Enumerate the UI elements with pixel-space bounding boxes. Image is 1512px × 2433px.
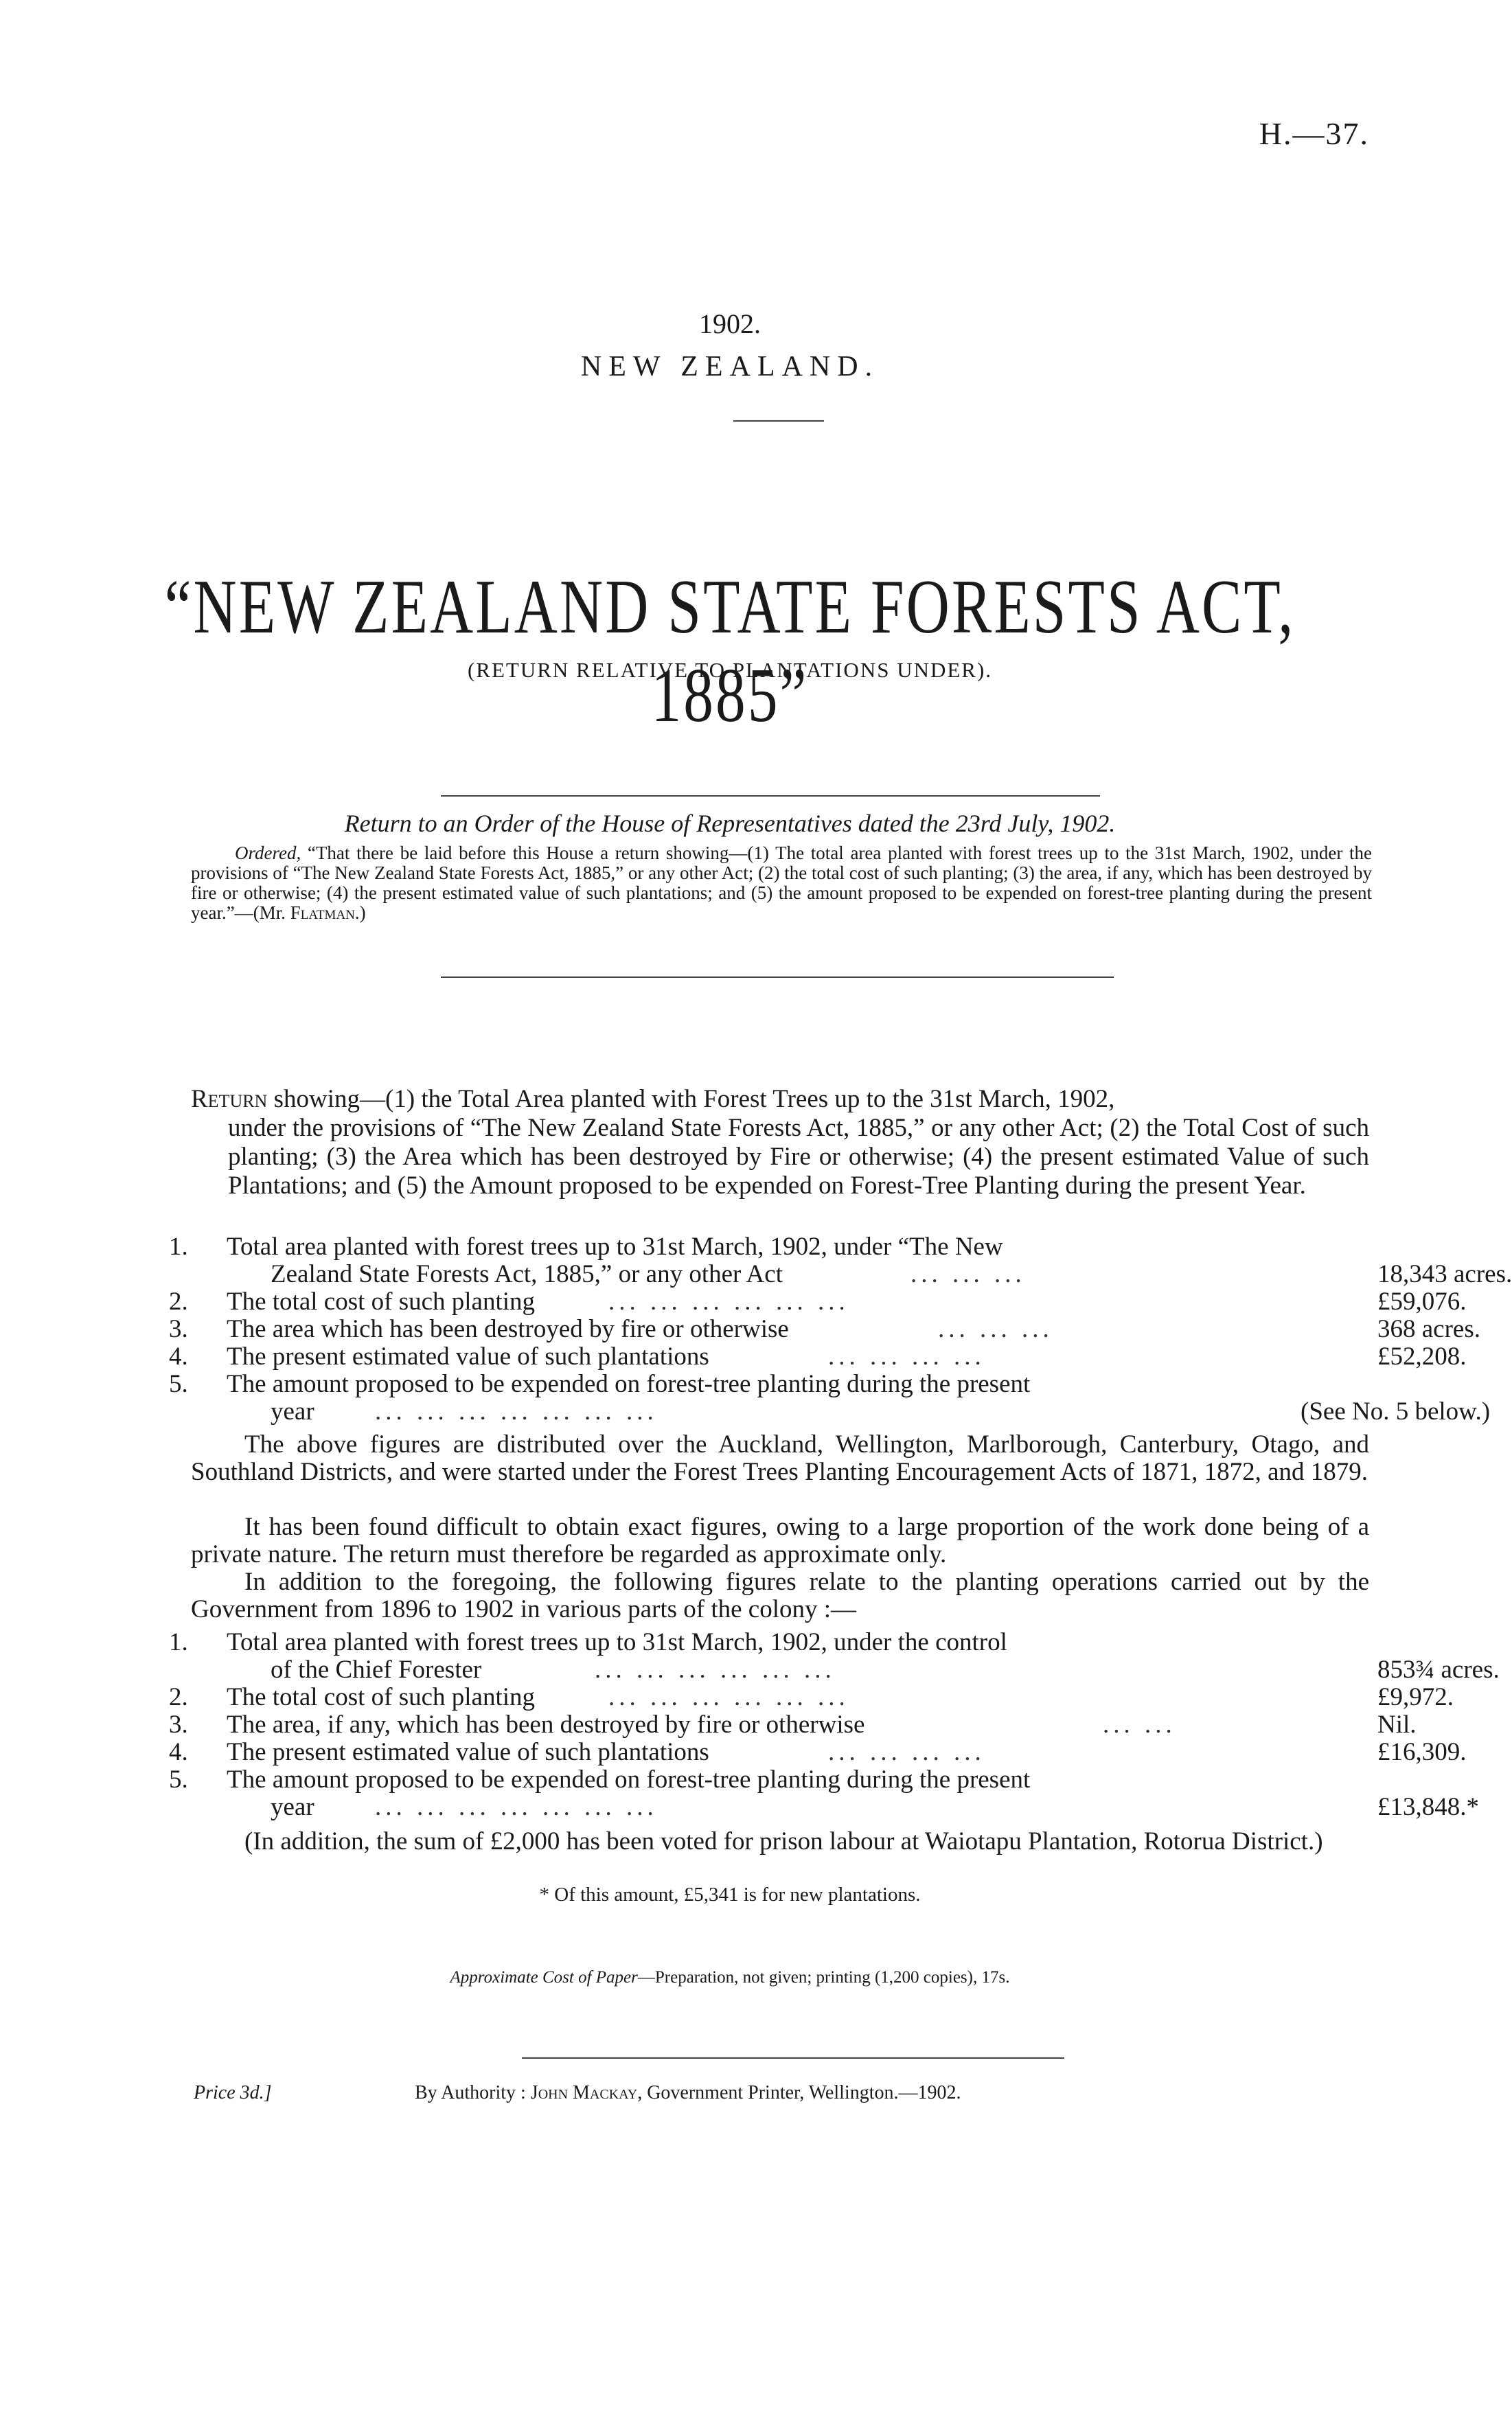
- divider: [733, 420, 824, 422]
- item-value: £16,309.: [1377, 1738, 1467, 1766]
- list-item-continued: [169, 1793, 1479, 1823]
- item-text: The total cost of such planting: [227, 1683, 536, 1711]
- page-reference: H.—37.: [1259, 116, 1369, 151]
- item-text: The area which has been destroyed by fire or otherwise: [227, 1315, 789, 1343]
- leader-dots: ... ... ... ... ... ...: [595, 1656, 836, 1684]
- item-value: £52,208.: [1377, 1343, 1467, 1371]
- list-item: [169, 1766, 1371, 1795]
- document-subtitle: (RETURN RELATIVE TO PLANTATIONS UNDER).: [467, 658, 993, 682]
- return-heading: [191, 1085, 1369, 1200]
- item-text: The area, if any, which has been destroyed by fire or otherwise: [227, 1711, 865, 1739]
- item-text: year: [271, 1397, 314, 1426]
- paragraph: [191, 1514, 1369, 1568]
- item-number: 1.: [169, 1233, 188, 1261]
- item-text: The amount proposed to be expended on forest-tree planting during the present: [227, 1370, 1031, 1398]
- list-item: [169, 1629, 1371, 1658]
- document-title: “NEW ZEALAND STATE FORESTS ACT, 1885”: [164, 564, 1296, 738]
- item-number: 2.: [169, 1683, 188, 1711]
- divider: [441, 976, 1114, 978]
- leader-dots: ... ... ... ...: [828, 1343, 985, 1371]
- item-text: year: [271, 1793, 314, 1821]
- paragraph-text: In addition to the foregoing, the following figures relate to the planting operations carried out by the Government from 1896 to 1902 in various parts of the colony :—: [191, 1568, 1369, 1623]
- order-member: Flatman: [290, 902, 355, 923]
- item-text: Total area planted with forest trees up to 31st March, 1902, under the control: [227, 1628, 1007, 1656]
- order-close: .): [354, 902, 366, 923]
- leader-dots: ... ... ... ...: [828, 1738, 985, 1766]
- paragraph-text: It has been found difficult to obtain exact figures, owing to a large proportion of the work done being of a private nature. The return must therefore be regarded as approximate only.: [191, 1513, 1369, 1568]
- printer-name: John Mackay: [530, 2082, 638, 2103]
- list-item-continued: [169, 1397, 1491, 1427]
- leader-dots: ... ... ... ... ... ... ...: [375, 1793, 658, 1821]
- item-number: 4.: [169, 1738, 188, 1766]
- imprint-prefix: By Authority :: [415, 2082, 531, 2103]
- leader-dots: ... ... ...: [910, 1260, 1026, 1288]
- paragraph-text: (In addition, the sum of £2,000 has been voted for prison labour at Waiotapu Plantation, Rotorua District.): [244, 1827, 1323, 1855]
- return-lead: Return: [191, 1085, 268, 1113]
- list-item: [169, 1343, 1467, 1372]
- divider: [522, 2057, 1064, 2059]
- list-item: [169, 1315, 1480, 1345]
- list-item: [169, 1371, 1371, 1400]
- leader-dots: ... ... ... ... ... ... ...: [375, 1397, 658, 1426]
- item-text: Zealand State Forests Act, 1885,” or any other Act: [271, 1260, 783, 1288]
- item-text: of the Chief Forester: [271, 1656, 482, 1684]
- order-text: [191, 843, 1372, 923]
- item-text: The total cost of such planting: [227, 1288, 536, 1316]
- order-lead: Ordered,: [235, 843, 301, 863]
- item-number: 2.: [169, 1288, 188, 1316]
- leader-dots: ... ... ... ... ... ...: [608, 1683, 849, 1711]
- item-value: (See No. 5 below.): [1301, 1397, 1491, 1426]
- list-item-continued: [169, 1260, 1512, 1290]
- leader-dots: ... ... ... ... ... ...: [608, 1288, 849, 1316]
- item-text: The present estimated value of such plantations: [227, 1738, 709, 1766]
- item-value: 368 acres.: [1377, 1315, 1480, 1343]
- list-item: [169, 1683, 1454, 1713]
- leader-dots: ... ... ...: [938, 1315, 1053, 1343]
- item-value: £13,848.*: [1377, 1793, 1479, 1821]
- item-number: 5.: [169, 1370, 188, 1398]
- item-number: 4.: [169, 1343, 188, 1371]
- country-heading: NEW ZEALAND.: [580, 351, 880, 382]
- paragraph: [191, 1431, 1369, 1486]
- paragraph: [191, 1828, 1369, 1855]
- document-year: 1902.: [699, 308, 761, 339]
- list-item: [169, 1711, 1417, 1740]
- item-number: 3.: [169, 1711, 188, 1739]
- list-item-continued: [169, 1656, 1500, 1685]
- footnote: * Of this amount, £5,341 is for new plantations.: [539, 1884, 921, 1906]
- printer-imprint: [415, 2082, 961, 2104]
- item-value: 853¾ acres.: [1377, 1656, 1500, 1684]
- item-value: 18,343 acres.: [1377, 1260, 1512, 1288]
- list-item: [169, 1288, 1467, 1317]
- order-body: “That there be laid before this House a return showing—(1) The total area planted with forest trees up to the 31st March, 1902, under the provisions of “The New Zealand State Forests Act, 1885,” or any other Act; (2) the total cost of such planting; (3) the area, if any, which has been destroyed by fire or otherwise; (4) the present estimated value of such plantations; and (5) the amount proposed to be expended on forest-tree planting during the present year.”—(Mr.: [191, 843, 1372, 923]
- paragraph-text: The above figures are distributed over the Auckland, Wellington, Marlborough, Canterbury, Otago, and Southland Districts, and were started under the Forest Trees Planting Encouragement Acts of 1871, 1872, and 1879.: [191, 1430, 1369, 1486]
- item-text: The present estimated value of such plantations: [227, 1343, 709, 1371]
- return-line1: showing—(1) the Total Area planted with Forest Trees up to the 31st March, 1902,: [267, 1085, 1115, 1113]
- item-text: Total area planted with forest trees up to 31st March, 1902, under “The New: [227, 1233, 1003, 1261]
- item-value: £59,076.: [1377, 1288, 1467, 1316]
- price: Price 3d.]: [194, 2082, 272, 2103]
- divider: [441, 795, 1100, 797]
- paper-cost-label: Approximate Cost of Paper: [450, 1968, 638, 1987]
- item-number: 5.: [169, 1766, 188, 1794]
- list-item: [169, 1738, 1467, 1768]
- paragraph: [191, 1568, 1369, 1623]
- item-number: 3.: [169, 1315, 188, 1343]
- list-item: [169, 1233, 1371, 1262]
- imprint-suffix: , Government Printer, Wellington.—1902.: [637, 2082, 961, 2103]
- order-heading: Return to an Order of the House of Representatives dated the 23rd July, 1902.: [344, 810, 1116, 837]
- item-value: £9,972.: [1377, 1683, 1454, 1711]
- paper-cost-note: [0, 1968, 1460, 1987]
- item-text: The amount proposed to be expended on forest-tree planting during the present: [227, 1766, 1031, 1794]
- item-number: 1.: [169, 1628, 188, 1656]
- return-rest: under the provisions of “The New Zealand State Forests Act, 1885,” or any other Act; (2) the Total Cost of such planting; (3) the Area which has been destroyed by Fire or otherwise; (4) the present estimated Value of such Plantations; and (5) the Amount proposed to be expended on Forest-Tree Planting during the present Year.: [228, 1114, 1369, 1200]
- leader-dots: ... ...: [1103, 1711, 1176, 1739]
- item-value: Nil.: [1377, 1711, 1417, 1739]
- paper-cost-text: —Preparation, not given; printing (1,200 copies), 17s.: [637, 1968, 1010, 1987]
